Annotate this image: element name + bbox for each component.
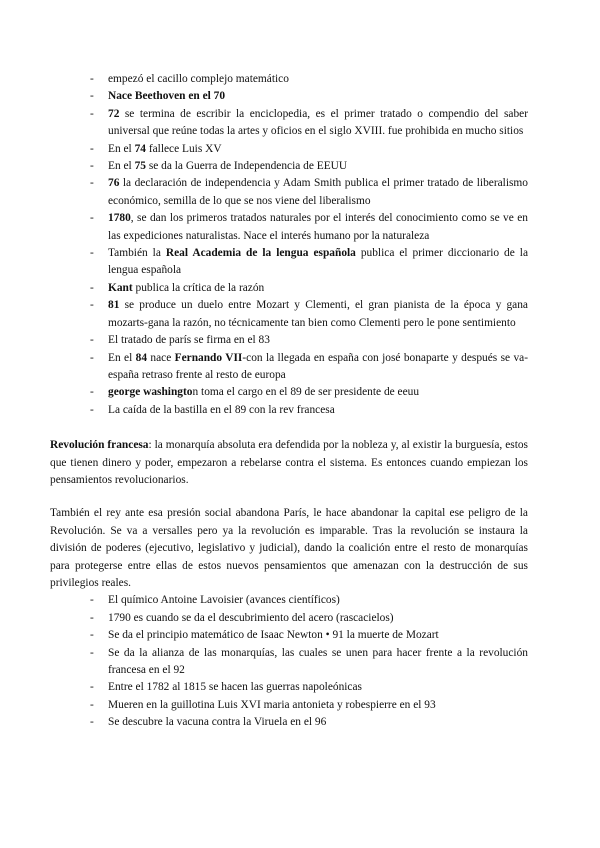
bold-text: 74	[134, 142, 146, 155]
bold-text: Kant	[108, 281, 133, 294]
list-item	[90, 350, 528, 385]
list-item	[90, 697, 528, 714]
list-item	[90, 402, 528, 419]
bold-text: 72	[108, 107, 120, 120]
text-run: Entre el 1782 al 1815 se hacen las guerras napoleónicas	[108, 681, 362, 694]
text-run: : la monarquía absoluta era defendida por la nobleza y, al existir la burguesía, estos que tienen dinero y poder, empezaron a rebelarse contra el sistema. Es entonces cuando empiezan los pensamientos revolucionarios.	[50, 439, 528, 486]
text-run: Mueren en la guillotina Luis XVI maria antonieta y robespierre en el 93	[108, 698, 436, 711]
text-run: En el	[108, 351, 136, 364]
text-run: fallece Luis XV	[145, 142, 222, 155]
text-run: 1790 es cuando se da el descubrimiento del acero (rascacielos)	[108, 611, 394, 624]
list-item	[90, 106, 528, 141]
text-run: , se dan los primeros tratados naturales por el interés del conocimiento como se ve en las expediciones naturalistas. Nace el interés humano por la naturaleza	[108, 212, 528, 242]
list-item	[90, 245, 528, 280]
paragraph-text	[50, 437, 528, 489]
paragraph-revolucion-francesa	[50, 437, 528, 489]
text-run: En el	[108, 160, 135, 173]
text-run: se produce un duelo entre Mozart y Clementi, el gran pianista de la época y gana mozarts-gana la razón, no técnicamente tan bien como Clementi pero le pone sentimiento	[108, 299, 528, 329]
paragraph-rey-abandona-paris	[50, 505, 528, 592]
text-run: En el	[108, 142, 135, 155]
bold-text: Revolución francesa	[50, 439, 149, 452]
bold-text: Nace Beethoven en el 70	[108, 90, 226, 103]
list-item	[90, 714, 528, 731]
bold-text: 81	[108, 299, 120, 312]
text-run: se termina de escribir la enciclopedia, es el primer tratado o compendio del saber universal que reúne todas la artes y oficios en el siglo XVIII. fue prohibida en mucho sitios	[108, 107, 528, 138]
text-run: -con la llegada en españa con josé bonaparte y después se va-españa retraso frente al resto de europa	[108, 351, 529, 381]
text-run: publica la crítica de la razón	[132, 281, 265, 294]
list-item	[90, 679, 528, 696]
events-list-1780s	[90, 71, 528, 419]
text-run: También la	[108, 247, 166, 260]
list-item	[90, 210, 528, 245]
list-item	[90, 332, 528, 349]
list-item	[90, 88, 528, 105]
text-run: Se descubre la vacuna contra la Viruela en el 96	[108, 716, 327, 729]
text-run: la declaración de independencia y Adam Smith publica el primer tratado de liberalismo económico, semilla de lo que se nos viene del liberalismo	[108, 177, 528, 207]
paragraph-text	[50, 505, 528, 592]
text-run: Se da la alianza de las monarquías, las cuales se unen para hacer frente a la revolución francesa en el 92	[108, 646, 528, 676]
text-run: se da la Guerra de Independencia de EEUU	[145, 160, 348, 173]
text-run: La caída de la bastilla en el 89 con la rev francesa	[108, 403, 335, 416]
list-item	[90, 645, 528, 680]
text-run: empezó el cacillo complejo matemático	[108, 73, 289, 85]
list-item	[90, 175, 528, 210]
text-run: n toma el cargo en el 89 de ser presidente de eeuu	[192, 386, 420, 399]
bold-text: Real Academia de la lengua española	[165, 247, 356, 260]
text-run: Se da el principio matemático de Isaac Newton • 91 la muerte de Mozart	[108, 629, 439, 642]
text-run: nace	[147, 351, 175, 364]
list-item	[90, 592, 528, 609]
list-item	[90, 627, 528, 644]
list-item	[90, 384, 528, 401]
bold-text: 1780	[108, 212, 131, 225]
list-item	[90, 280, 528, 297]
text-run: El tratado de parís se firma en el 83	[108, 334, 270, 347]
events-list-1790s	[90, 592, 528, 731]
bold-text: 75	[134, 160, 146, 173]
bold-text: 84	[135, 351, 148, 364]
list-item	[90, 297, 528, 332]
list-item	[90, 71, 528, 88]
list-item	[90, 158, 528, 175]
text-run: También el rey ante esa presión social abandona París, le hace abandonar la capital ese peligro de la Revolución. Se va a versalles pero ya la revolución es imparable. Tras la revolución se instaura la división de poderes (ejecutivo, legislativo y judicial), dando la coalición entre el resto de monarquías para protegerse entre ellas de estos nuevos pensamientos que amenazan con la destrucción de sus privilegios reales.	[50, 507, 528, 589]
text-run: publica el primer diccionario de la lengua española	[108, 247, 528, 277]
bold-text: george washingto	[108, 386, 193, 399]
bold-text: 76	[108, 177, 120, 190]
bold-text: Fernando VII	[174, 351, 243, 364]
text-run: El químico Antoine Lavoisier (avances científicos)	[108, 594, 340, 607]
list-item	[90, 610, 528, 627]
list-item	[90, 141, 528, 158]
